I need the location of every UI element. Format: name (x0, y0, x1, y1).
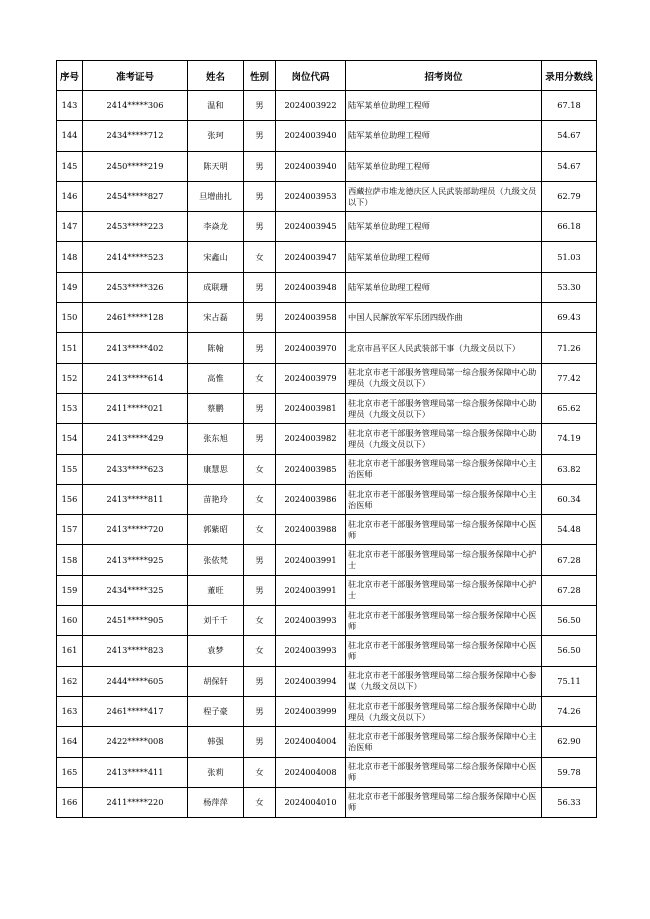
cell-score: 51.03 (542, 242, 597, 272)
table-row (57, 454, 597, 484)
cell-serial: 163 (57, 696, 83, 726)
cell-position-code: 2024003993 (276, 606, 346, 636)
cell-position-code: 2024003979 (276, 363, 346, 393)
cell-gender: 女 (244, 242, 276, 272)
cell-serial: 158 (57, 545, 83, 575)
cell-exam-id: 2414*****523 (83, 242, 188, 272)
cell-score: 54.67 (542, 151, 597, 181)
cell-exam-id: 2413*****925 (83, 545, 188, 575)
cell-score: 77.42 (542, 363, 597, 393)
cell-position-code: 2024003991 (276, 575, 346, 605)
cell-serial: 154 (57, 424, 83, 454)
cell-exam-id: 2411*****220 (83, 787, 188, 817)
cell-gender: 男 (244, 181, 276, 211)
table-row (57, 303, 597, 333)
table-row (57, 121, 597, 151)
cell-name: 康慧思 (188, 454, 244, 484)
cell-name: 成联珊 (188, 272, 244, 302)
cell-name: 陈天明 (188, 151, 244, 181)
cell-score: 66.18 (542, 212, 597, 242)
cell-serial: 152 (57, 363, 83, 393)
cell-gender: 男 (244, 272, 276, 302)
cell-position: 驻北京市老干部服务管理局第二综合服务保障中心助理员（九级文员以下） (346, 696, 542, 726)
cell-position-code: 2024004004 (276, 727, 346, 757)
cell-position-code: 2024003940 (276, 151, 346, 181)
table-row (57, 424, 597, 454)
cell-exam-id: 2453*****326 (83, 272, 188, 302)
cell-gender: 女 (244, 636, 276, 666)
cell-serial: 148 (57, 242, 83, 272)
cell-exam-id: 2434*****712 (83, 121, 188, 151)
cell-position: 驻北京市老干部服务管理局第一综合服务保障中心护士 (346, 545, 542, 575)
cell-position: 驻北京市老干部服务管理局第一综合服务保障中心助理员（九级文员以下） (346, 424, 542, 454)
cell-position-code: 2024003970 (276, 333, 346, 363)
table-row (57, 151, 597, 181)
cell-gender: 女 (244, 606, 276, 636)
cell-gender: 男 (244, 151, 276, 181)
cell-gender: 男 (244, 121, 276, 151)
cell-serial: 146 (57, 181, 83, 211)
cell-exam-id: 2454*****827 (83, 181, 188, 211)
cell-serial: 151 (57, 333, 83, 363)
cell-position: 驻北京市老干部服务管理局第一综合服务保障中心医师 (346, 636, 542, 666)
cell-score: 56.33 (542, 787, 597, 817)
cell-score: 62.90 (542, 727, 597, 757)
table-row (57, 606, 597, 636)
cell-gender: 男 (244, 91, 276, 121)
cell-serial: 166 (57, 787, 83, 817)
table-row (57, 757, 597, 787)
cell-position-code: 2024003982 (276, 424, 346, 454)
cell-name: 李焱龙 (188, 212, 244, 242)
cell-gender: 男 (244, 424, 276, 454)
cell-exam-id: 2434*****325 (83, 575, 188, 605)
cell-name: 苗艳玲 (188, 484, 244, 514)
cell-serial: 149 (57, 272, 83, 302)
cell-exam-id: 2444*****605 (83, 666, 188, 696)
table-row (57, 575, 597, 605)
table-row (57, 363, 597, 393)
cell-name: 张东旭 (188, 424, 244, 454)
cell-position: 陆军某单位助理工程师 (346, 151, 542, 181)
cell-name: 杨萍萍 (188, 787, 244, 817)
table-row (57, 787, 597, 817)
cell-name: 董旺 (188, 575, 244, 605)
cell-exam-id: 2411*****021 (83, 393, 188, 423)
cell-score: 67.28 (542, 575, 597, 605)
cell-gender: 男 (244, 727, 276, 757)
cell-position-code: 2024003999 (276, 696, 346, 726)
cell-name: 袁梦 (188, 636, 244, 666)
cell-position: 陆军某单位助理工程师 (346, 272, 542, 302)
cell-score: 62.79 (542, 181, 597, 211)
cell-position-code: 2024003988 (276, 515, 346, 545)
cell-position-code: 2024003945 (276, 212, 346, 242)
cell-name: 程子豪 (188, 696, 244, 726)
admission-score-table (56, 60, 597, 818)
cell-position: 驻北京市老干部服务管理局第一综合服务保障中心医师 (346, 515, 542, 545)
cell-exam-id: 2413*****411 (83, 757, 188, 787)
cell-exam-id: 2413*****720 (83, 515, 188, 545)
cell-name: 张莉 (188, 757, 244, 787)
cell-score: 60.34 (542, 484, 597, 514)
cell-serial: 159 (57, 575, 83, 605)
header-name: 姓名 (188, 61, 244, 91)
cell-name: 宋占磊 (188, 303, 244, 333)
table-row (57, 696, 597, 726)
cell-position: 驻北京市老干部服务管理局第一综合服务保障中心主治医师 (346, 454, 542, 484)
cell-name: 胡保轩 (188, 666, 244, 696)
cell-exam-id: 2414*****306 (83, 91, 188, 121)
cell-exam-id: 2413*****811 (83, 484, 188, 514)
cell-gender: 男 (244, 333, 276, 363)
cell-name: 温和 (188, 91, 244, 121)
cell-position-code: 2024003958 (276, 303, 346, 333)
cell-score: 74.19 (542, 424, 597, 454)
cell-position: 驻北京市老干部服务管理局第二综合服务保障中心参谋（九级文员以下） (346, 666, 542, 696)
cell-gender: 男 (244, 212, 276, 242)
cell-gender: 女 (244, 515, 276, 545)
cell-position: 驻北京市老干部服务管理局第二综合服务保障中心主治医师 (346, 727, 542, 757)
cell-position: 驻北京市老干部服务管理局第一综合服务保障中心医师 (346, 606, 542, 636)
cell-serial: 143 (57, 91, 83, 121)
table-row (57, 333, 597, 363)
cell-exam-id: 2413*****429 (83, 424, 188, 454)
table-row (57, 272, 597, 302)
table-row (57, 181, 597, 211)
cell-gender: 男 (244, 666, 276, 696)
table-row (57, 484, 597, 514)
cell-serial: 150 (57, 303, 83, 333)
cell-exam-id: 2413*****402 (83, 333, 188, 363)
cell-position: 西藏拉萨市堆龙德庆区人民武装部助理员（九级文员以下） (346, 181, 542, 211)
cell-score: 74.26 (542, 696, 597, 726)
cell-name: 张珂 (188, 121, 244, 151)
cell-score: 54.48 (542, 515, 597, 545)
header-exam-id: 准考证号 (83, 61, 188, 91)
cell-score: 59.78 (542, 757, 597, 787)
cell-exam-id: 2453*****223 (83, 212, 188, 242)
cell-position: 中国人民解放军军乐团四级作曲 (346, 303, 542, 333)
cell-position: 驻北京市老干部服务管理局第一综合服务保障中心主治医师 (346, 484, 542, 514)
cell-gender: 男 (244, 696, 276, 726)
cell-position-code: 2024003994 (276, 666, 346, 696)
cell-name: 旦增曲扎 (188, 181, 244, 211)
cell-gender: 女 (244, 484, 276, 514)
header-position-code: 岗位代码 (276, 61, 346, 91)
cell-gender: 男 (244, 545, 276, 575)
cell-exam-id: 2422*****008 (83, 727, 188, 757)
cell-gender: 女 (244, 363, 276, 393)
cell-position: 驻北京市老干部服务管理局第二综合服务保障中心医师 (346, 757, 542, 787)
cell-gender: 男 (244, 575, 276, 605)
cell-serial: 144 (57, 121, 83, 151)
header-row (57, 61, 597, 91)
cell-serial: 157 (57, 515, 83, 545)
cell-position-code: 2024003953 (276, 181, 346, 211)
cell-score: 54.67 (542, 121, 597, 151)
cell-score: 53.30 (542, 272, 597, 302)
cell-score: 71.26 (542, 333, 597, 363)
cell-position-code: 2024004010 (276, 787, 346, 817)
cell-exam-id: 2461*****128 (83, 303, 188, 333)
cell-serial: 165 (57, 757, 83, 787)
cell-score: 65.62 (542, 393, 597, 423)
table-row (57, 393, 597, 423)
cell-exam-id: 2451*****905 (83, 606, 188, 636)
table-row (57, 212, 597, 242)
table-row (57, 242, 597, 272)
cell-position: 驻北京市老干部服务管理局第一综合服务保障中心护士 (346, 575, 542, 605)
cell-serial: 156 (57, 484, 83, 514)
cell-serial: 161 (57, 636, 83, 666)
cell-serial: 153 (57, 393, 83, 423)
cell-score: 63.82 (542, 454, 597, 484)
cell-position: 驻北京市老干部服务管理局第二综合服务保障中心医师 (346, 787, 542, 817)
cell-name: 蔡鹏 (188, 393, 244, 423)
cell-score: 67.18 (542, 91, 597, 121)
cell-gender: 女 (244, 787, 276, 817)
cell-serial: 145 (57, 151, 83, 181)
table-row (57, 727, 597, 757)
table-row (57, 636, 597, 666)
cell-position: 驻北京市老干部服务管理局第一综合服务保障中心助理员（九级文员以下） (346, 393, 542, 423)
cell-gender: 男 (244, 303, 276, 333)
cell-position: 北京市昌平区人民武装部干事（九级文员以下） (346, 333, 542, 363)
cell-serial: 155 (57, 454, 83, 484)
cell-score: 75.11 (542, 666, 597, 696)
cell-name: 宋鑫山 (188, 242, 244, 272)
cell-gender: 女 (244, 757, 276, 787)
cell-exam-id: 2450*****219 (83, 151, 188, 181)
cell-exam-id: 2413*****823 (83, 636, 188, 666)
header-score: 录用分数线 (542, 61, 597, 91)
cell-serial: 162 (57, 666, 83, 696)
cell-name: 陈翰 (188, 333, 244, 363)
cell-position-code: 2024004008 (276, 757, 346, 787)
cell-position: 陆军某单位助理工程师 (346, 91, 542, 121)
cell-position-code: 2024003986 (276, 484, 346, 514)
cell-position-code: 2024003991 (276, 545, 346, 575)
cell-serial: 160 (57, 606, 83, 636)
cell-name: 韩强 (188, 727, 244, 757)
cell-position-code: 2024003947 (276, 242, 346, 272)
cell-exam-id: 2433*****623 (83, 454, 188, 484)
table-row (57, 666, 597, 696)
cell-name: 刘千千 (188, 606, 244, 636)
cell-position-code: 2024003993 (276, 636, 346, 666)
cell-position: 驻北京市老干部服务管理局第一综合服务保障中心助理员（九级文员以下） (346, 363, 542, 393)
header-gender: 性别 (244, 61, 276, 91)
header-serial: 序号 (57, 61, 83, 91)
cell-score: 56.50 (542, 606, 597, 636)
cell-position-code: 2024003940 (276, 121, 346, 151)
cell-position-code: 2024003922 (276, 91, 346, 121)
cell-gender: 男 (244, 393, 276, 423)
cell-position: 陆军某单位助理工程师 (346, 242, 542, 272)
cell-exam-id: 2461*****417 (83, 696, 188, 726)
cell-position: 陆军某单位助理工程师 (346, 121, 542, 151)
cell-name: 高惟 (188, 363, 244, 393)
table-row (57, 515, 597, 545)
cell-position-code: 2024003985 (276, 454, 346, 484)
cell-score: 67.28 (542, 545, 597, 575)
cell-gender: 女 (244, 454, 276, 484)
table-row (57, 545, 597, 575)
cell-score: 69.43 (542, 303, 597, 333)
cell-name: 张依梵 (188, 545, 244, 575)
cell-exam-id: 2413*****614 (83, 363, 188, 393)
cell-serial: 164 (57, 727, 83, 757)
cell-position-code: 2024003981 (276, 393, 346, 423)
cell-position: 陆军某单位助理工程师 (346, 212, 542, 242)
cell-serial: 147 (57, 212, 83, 242)
cell-name: 郭紫昭 (188, 515, 244, 545)
header-position: 招考岗位 (346, 61, 542, 91)
cell-score: 56.50 (542, 636, 597, 666)
table-row (57, 91, 597, 121)
cell-position-code: 2024003948 (276, 272, 346, 302)
